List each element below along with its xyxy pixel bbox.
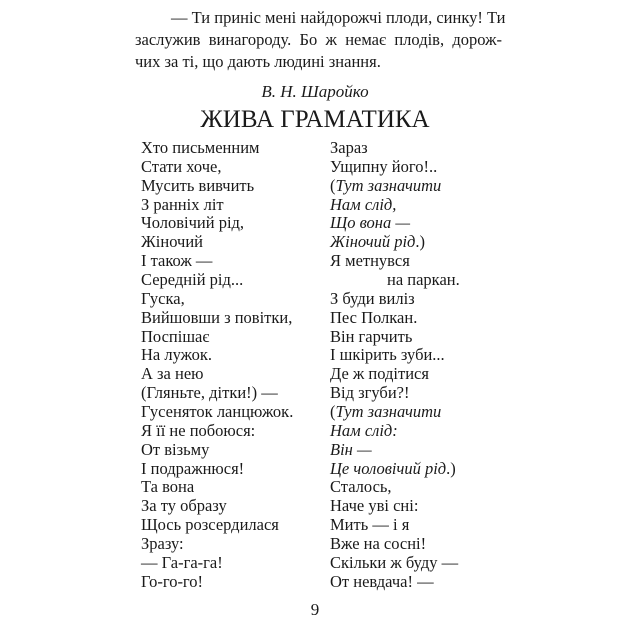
poem-line: Щось розсердилася: [141, 515, 279, 535]
poem-line: Поспішає: [141, 326, 210, 346]
poem-line: Мусить вивчить: [141, 175, 255, 195]
italic-text: Нам слід:: [330, 420, 398, 440]
poem-line: На лужок.: [141, 345, 213, 365]
poem-line: Хто письменним: [141, 138, 260, 157]
poem-line: [330, 497, 460, 516]
poem-line: [330, 403, 460, 422]
poem-line: [330, 554, 460, 573]
poem-line: З ранніх літ: [141, 194, 224, 214]
poem-line: Вийшовши з повітки,: [141, 307, 293, 327]
poem-line: Та вона: [141, 477, 195, 497]
text: Пес Полкан.: [330, 307, 418, 327]
poem-line: [330, 535, 460, 554]
poem-line: [330, 516, 460, 535]
poem-line: А за нею: [141, 364, 204, 384]
poem-title: ЖИВА ГРАМАТИКА: [200, 106, 430, 133]
italic-text: Це чоловічий рід: [330, 458, 447, 478]
poem-line: [330, 309, 460, 328]
poem-right-column: [330, 139, 460, 592]
poem-line: От візьму: [141, 439, 210, 459]
poem-line: Я її не побоюся:: [141, 420, 256, 440]
italic-text: Тут зазначити: [335, 175, 442, 195]
poem-line: [330, 460, 460, 479]
poem-line: [330, 384, 460, 403]
intro-paragraph: [135, 7, 506, 73]
text: От невдача! —: [330, 571, 434, 591]
poem-line: Гусеняток ланцюжок.: [141, 402, 294, 422]
poem-line: [330, 441, 460, 460]
text: Скільки ж буду —: [330, 552, 459, 572]
page-number: 9: [310, 600, 320, 619]
italic-text: Тут зазначити: [335, 402, 442, 422]
poem-line: Чоловічий рід,: [141, 213, 245, 233]
text: на паркан.: [387, 270, 460, 290]
text: Сталось,: [330, 477, 392, 497]
text: Від згуби?!: [330, 383, 410, 403]
poem-line: І подражнюся!: [141, 458, 245, 478]
poem-line: [330, 196, 460, 215]
poem-line: — Га-га-га!: [141, 552, 223, 572]
poem-line: [330, 271, 460, 290]
text: Де ж подітися: [330, 364, 429, 384]
text: Зараз: [330, 138, 368, 157]
poem-line: [330, 158, 460, 177]
text: (: [330, 402, 336, 422]
poem-line: [330, 177, 460, 196]
poem-line: [330, 328, 460, 347]
italic-text: Нам слід,: [330, 194, 397, 214]
text: І шкірить зуби...: [330, 345, 445, 365]
poem-line: Середній рід...: [141, 270, 244, 290]
text: Я метнувся: [330, 251, 410, 271]
italic-text: Він —: [330, 439, 372, 459]
text: (: [330, 175, 336, 195]
paragraph-line: чих за ті, що дають людині знання.: [135, 52, 381, 71]
poem-line: Зразу:: [141, 534, 184, 554]
poem-line: Жіночий: [141, 232, 203, 252]
poem-line: [330, 233, 460, 252]
italic-text: Жіночий рід: [330, 232, 416, 252]
poem-line: Гуска,: [141, 288, 185, 308]
poem-line: [330, 422, 460, 441]
poem-line: За ту образу: [141, 496, 227, 516]
poem-line: Стати хоче,: [141, 156, 222, 176]
poem-line: [330, 346, 460, 365]
text: З буди виліз: [330, 288, 415, 308]
poem-line: [330, 573, 460, 592]
paragraph-line: заслужив винагороду. Бо ж немає плодів, дорож-: [135, 30, 502, 49]
text: Мить — і я: [330, 515, 410, 535]
text: Наче уві сні:: [330, 496, 419, 516]
poem-line: Го-го-го!: [141, 571, 204, 591]
italic-text: Що вона —: [330, 213, 411, 233]
poem-line: (Гляньте, дітки!) —: [141, 383, 278, 403]
poem-line: [330, 214, 460, 233]
text: Вже на сосні!: [330, 534, 427, 554]
text: .): [446, 458, 456, 478]
poem-line: [330, 365, 460, 384]
poem-line: [330, 290, 460, 309]
poem-line: [330, 478, 460, 497]
text: Він гарчить: [330, 326, 413, 346]
poem-left-column: [141, 139, 321, 592]
paragraph-line: — Ти приніс мені найдорожчі плоди, синку! Ти: [171, 8, 506, 27]
text: .): [415, 232, 426, 252]
poem-line: І також —: [141, 251, 213, 271]
poem-line: [330, 252, 460, 271]
poem-line: [330, 139, 460, 158]
poem-author: В. Н. Шаройко: [261, 82, 369, 101]
text: Ущипну його!..: [330, 156, 438, 176]
